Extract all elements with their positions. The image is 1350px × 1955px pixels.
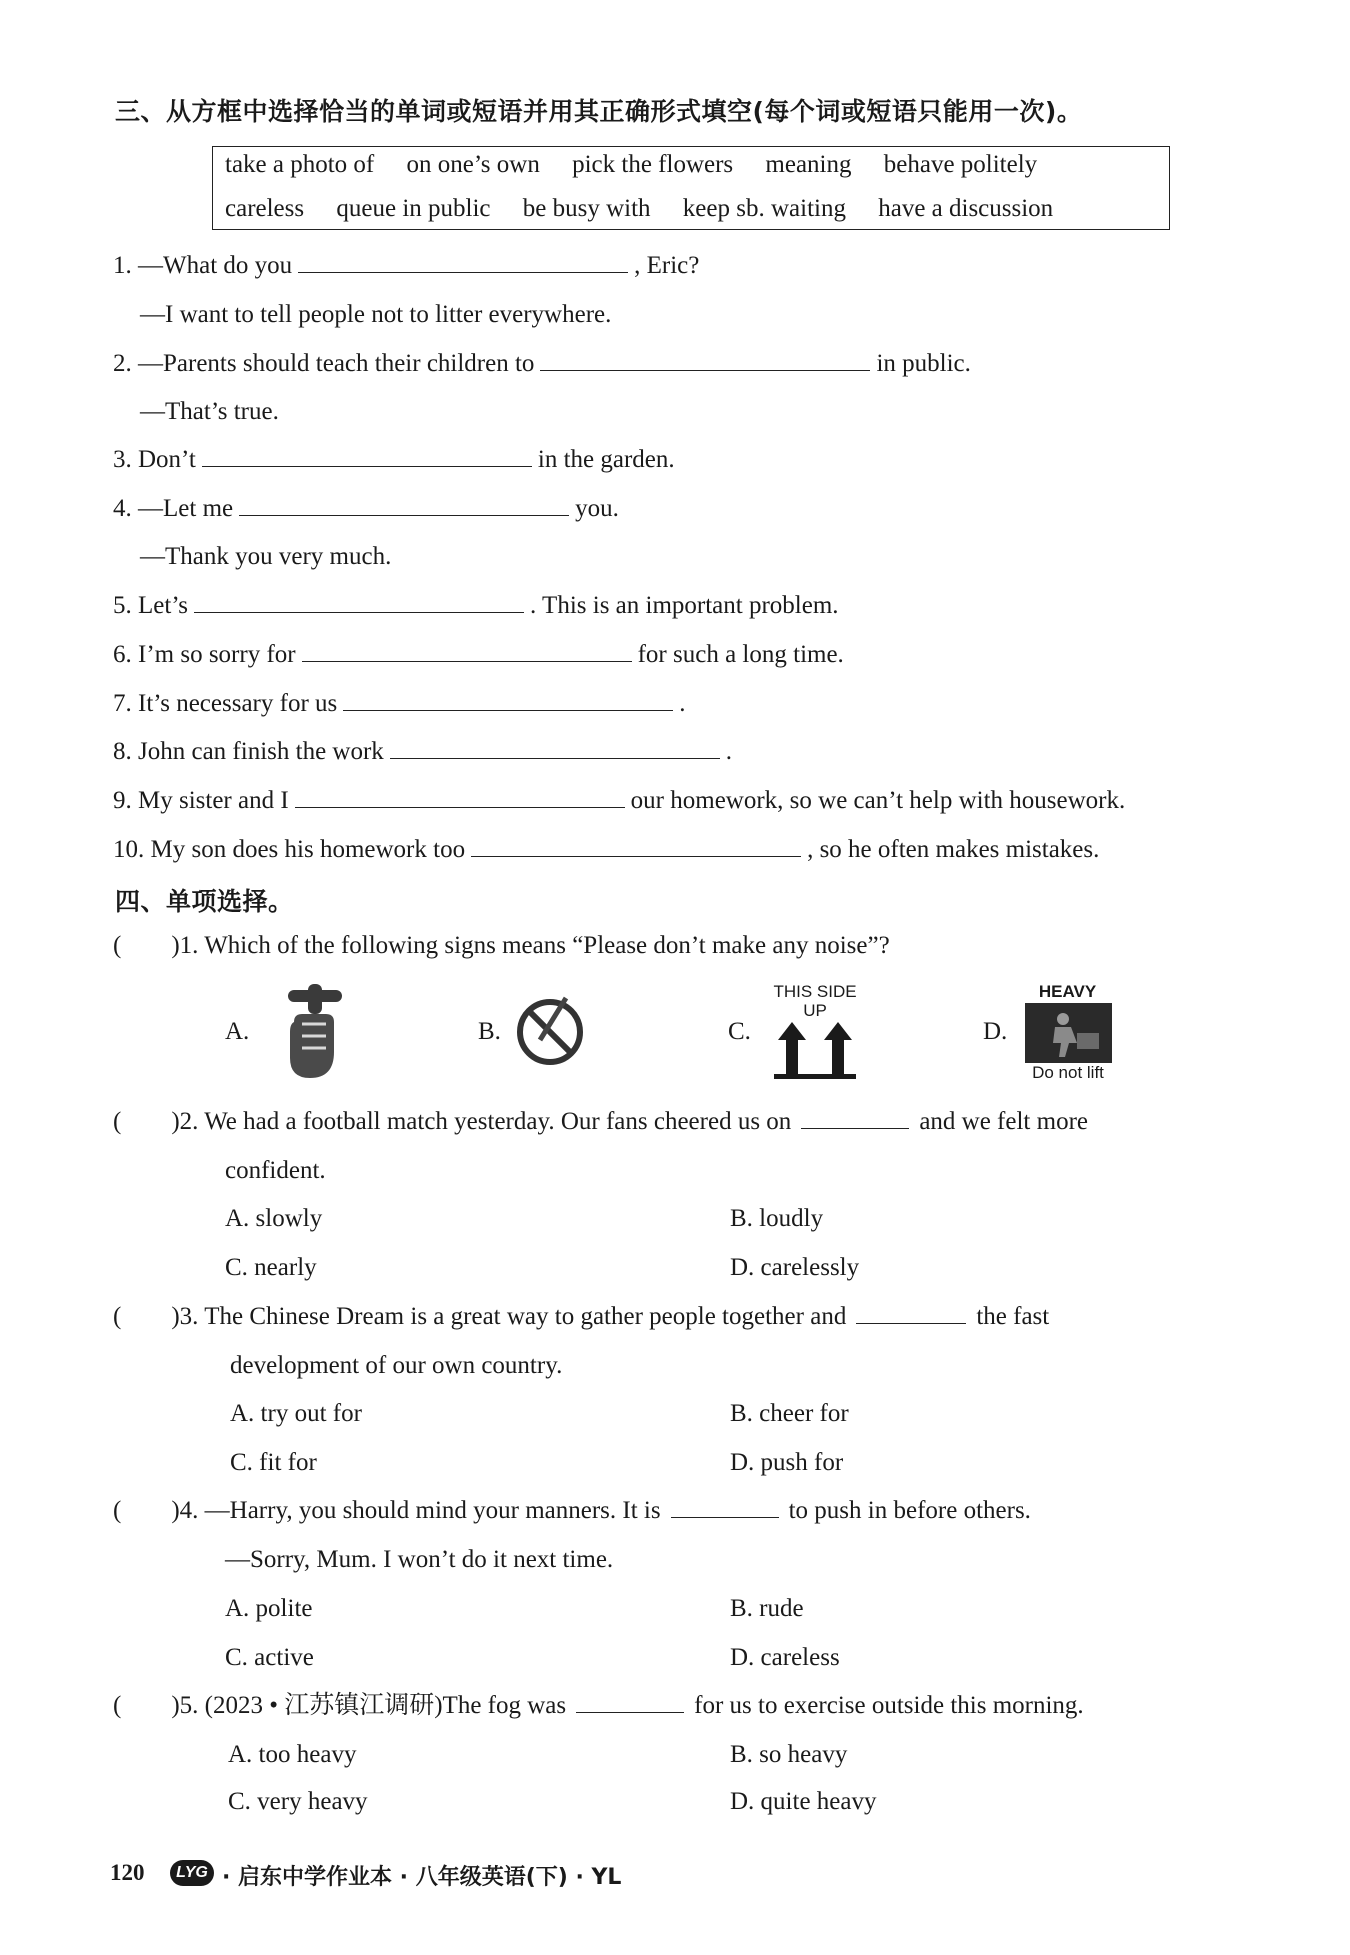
question-5-option-b[interactable]: B. so heavy bbox=[730, 1741, 848, 1768]
answer-blank[interactable] bbox=[343, 688, 673, 711]
no-sign-icon bbox=[510, 990, 590, 1070]
answer-blank[interactable] bbox=[295, 785, 625, 808]
question-4-option-a[interactable]: A. polite bbox=[225, 1595, 313, 1622]
fill-item-8: 8. John can finish the work . bbox=[113, 738, 733, 765]
word-box-phrase: careless bbox=[225, 195, 305, 222]
sign-d-caption-top: HEAVY bbox=[1038, 982, 1097, 1001]
fill-item-4: 4. —Let me you. bbox=[113, 495, 619, 522]
word-box bbox=[212, 146, 1170, 230]
word-box-phrase: behave politely bbox=[883, 151, 1038, 178]
footer-book-title: · 启东中学作业本 · 八年级英语(下) · YL bbox=[222, 1865, 622, 1890]
this-side-up-arrows-icon bbox=[770, 1018, 860, 1080]
answer-blank[interactable] bbox=[298, 250, 628, 273]
question-2-option-b[interactable]: B. loudly bbox=[730, 1205, 824, 1232]
answer-blank[interactable] bbox=[801, 1106, 909, 1129]
answer-blank[interactable] bbox=[239, 493, 569, 516]
answer-blank[interactable] bbox=[471, 834, 801, 857]
word-box-phrase: pick the flowers bbox=[572, 151, 734, 178]
answer-blank[interactable] bbox=[671, 1495, 779, 1518]
word-box-row-1 bbox=[225, 151, 1063, 179]
question-4-option-d[interactable]: D. careless bbox=[730, 1644, 840, 1671]
sign-c-caption-up: UP bbox=[803, 1001, 827, 1020]
answer-blank[interactable] bbox=[540, 348, 870, 371]
sign-option-d-label: D. bbox=[983, 1018, 1008, 1045]
question-4-option-c[interactable]: C. active bbox=[225, 1644, 314, 1671]
fill-item-2: 2. —Parents should teach their children to in public. bbox=[113, 350, 971, 377]
section-4-heading: 四、单项选择。 bbox=[115, 887, 294, 916]
sign-d-caption-bottom: Do not lift bbox=[1032, 1063, 1104, 1082]
fill-item-1-reply: —I want to tell people not to litter everywhere. bbox=[140, 301, 612, 328]
section-3-heading: 三、从方框中选择恰当的单词或短语并用其正确形式填空(每个词或短语只能用一次)。 bbox=[115, 97, 1083, 126]
publisher-logo: LYG bbox=[170, 1860, 214, 1886]
question-3-continuation: development of our own country. bbox=[230, 1352, 563, 1379]
page-number: 120 bbox=[110, 1860, 145, 1885]
fill-item-1: 1. —What do you , Eric? bbox=[113, 252, 700, 279]
fill-item-3: 3. Don’t in the garden. bbox=[113, 446, 675, 473]
answer-blank[interactable] bbox=[576, 1690, 684, 1713]
question-2-option-a[interactable]: A. slowly bbox=[225, 1205, 323, 1232]
question-4: ( )4. —Harry, you should mind your manners. It is to push in before others. bbox=[113, 1497, 1031, 1524]
hand-pointing-up-sign-icon bbox=[280, 982, 350, 1082]
fill-item-9: 9. My sister and I our homework, so we can’t help with housework. bbox=[113, 787, 1126, 814]
fill-item-7: 7. It’s necessary for us . bbox=[113, 690, 686, 717]
question-3-option-c[interactable]: C. fit for bbox=[230, 1449, 317, 1476]
sign-option-b-label: B. bbox=[478, 1018, 501, 1045]
question-2-option-c[interactable]: C. nearly bbox=[225, 1254, 317, 1281]
question-5-option-c[interactable]: C. very heavy bbox=[228, 1788, 368, 1815]
word-box-phrase: queue in public bbox=[336, 195, 491, 222]
word-box-phrase: keep sb. waiting bbox=[682, 195, 846, 222]
fill-item-6: 6. I’m so sorry for for such a long time. bbox=[113, 641, 844, 668]
question-3-option-b[interactable]: B. cheer for bbox=[730, 1400, 849, 1427]
question-3-option-a[interactable]: A. try out for bbox=[230, 1400, 362, 1427]
sign-option-c-label: C. bbox=[728, 1018, 751, 1045]
question-3-option-d[interactable]: D. push for bbox=[730, 1449, 844, 1476]
answer-blank[interactable] bbox=[390, 736, 720, 759]
question-4-option-b[interactable]: B. rude bbox=[730, 1595, 804, 1622]
answer-blank[interactable] bbox=[202, 444, 532, 467]
question-5-option-a[interactable]: A. too heavy bbox=[228, 1741, 357, 1768]
answer-blank[interactable] bbox=[194, 590, 524, 613]
fill-item-2-reply: —That’s true. bbox=[140, 398, 279, 425]
question-5-option-d[interactable]: D. quite heavy bbox=[730, 1788, 877, 1815]
answer-blank[interactable] bbox=[856, 1301, 966, 1324]
word-box-phrase: meaning bbox=[765, 151, 852, 178]
word-box-phrase: on one’s own bbox=[406, 151, 540, 178]
fill-item-5: 5. Let’s . This is an important problem. bbox=[113, 592, 839, 619]
question-4-continuation: —Sorry, Mum. I won’t do it next time. bbox=[225, 1546, 614, 1573]
sign-option-a-label: A. bbox=[225, 1018, 250, 1045]
heavy-do-not-lift-sign-icon bbox=[1025, 1003, 1112, 1063]
question-5: ( )5. (2023 • 江苏镇江调研)The fog was for us to exercise outside this morning. bbox=[113, 1692, 1084, 1719]
fill-item-4-reply: —Thank you very much. bbox=[140, 543, 392, 570]
answer-blank[interactable] bbox=[302, 639, 632, 662]
question-2-option-d[interactable]: D. carelessly bbox=[730, 1254, 860, 1281]
word-box-phrase: take a photo of bbox=[225, 151, 375, 178]
word-box-phrase: be busy with bbox=[522, 195, 651, 222]
word-box-row-2 bbox=[225, 195, 1079, 223]
fill-item-10: 10. My son does his homework too , so he often makes mistakes. bbox=[113, 836, 1100, 863]
question-2: ( )2. We had a football match yesterday. Our fans cheered us on and we felt more bbox=[113, 1108, 1088, 1135]
question-2-continuation: confident. bbox=[225, 1157, 326, 1184]
sign-c-caption-top: THIS SIDE bbox=[773, 982, 857, 1001]
word-box-phrase: have a discussion bbox=[878, 195, 1054, 222]
question-1: ( )1. Which of the following signs means “Please don’t make any noise”? bbox=[113, 932, 890, 959]
question-3: ( )3. The Chinese Dream is a great way to gather people together and the fast bbox=[113, 1303, 1050, 1330]
